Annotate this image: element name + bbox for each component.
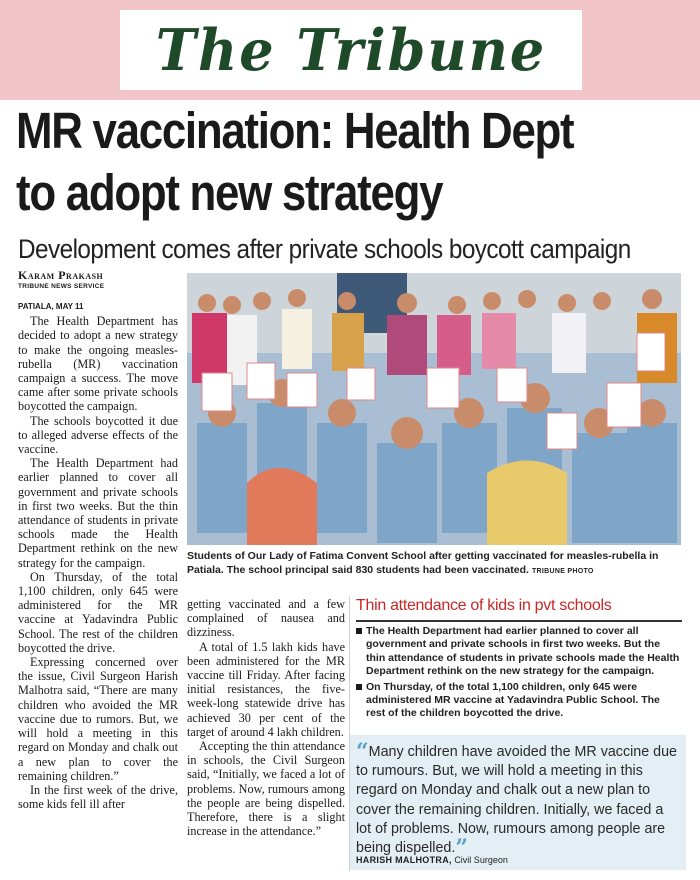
photo-credit: TRIBUNE PHOTO [531, 567, 594, 575]
dateline: PATIALA, MAY 11 [18, 302, 84, 311]
pull-quote-attribution [356, 855, 508, 865]
bullet-item: On Thursday, of the total 1,100 children, only 645 were administered MR vaccine at Yadavindra Public School. The rest of the children boycotted the drive. [356, 681, 682, 721]
square-bullet-icon [356, 684, 362, 690]
headline [16, 100, 592, 224]
byline: Karam Prakash [18, 268, 104, 282]
article-column-1 [18, 300, 178, 811]
masthead-logo: The Tribune [155, 16, 547, 84]
bullet-item: The Health Department had earlier planned to cover all government and private schools in first two weeks. But the thin attendance of students in private schools made the Health Department rethink on the new strategy for the campaign. [356, 625, 682, 679]
paragraph: On Thursday, of the total 1,100 children, only 645 were administered for the MR vaccine at Yadavindra Public School. The rest of the children boycotted the drive. [18, 569, 178, 655]
paragraph: The Health Department has decided to adopt a new strategy to make the ongoing measles-rubella (MR) vaccination campaign a success. The move came after some private schools boycotted the campaign. [18, 314, 178, 414]
open-quote-icon: “ [356, 739, 369, 765]
square-bullet-icon [356, 628, 362, 634]
headline-line-2: to adopt new strategy [16, 164, 443, 221]
attribution-name: HARISH MALHOTRA, [356, 855, 452, 865]
sidebar-title: Thin attendance of kids in pvt schools [356, 597, 612, 614]
photo-caption [187, 550, 681, 578]
paragraph: Accepting the thin attendance in schools, the Civil Surgeon said, “Initially, we faced a lot of problems. Now, rumours among the people are being dispelled. Therefore, there is a slight increase in the attendance.” [187, 739, 345, 839]
sidebar-bullets [356, 625, 682, 723]
photo-illustration [187, 273, 681, 545]
subheadline: Development comes after private schools boycott campaign [18, 234, 631, 264]
paragraph: In the first week of the drive, some kids fell ill after [18, 782, 178, 812]
paragraph: Expressing concerned over the issue, Civil Surgeon Harish Malhotra said, “There are many children who avoided the MR vaccine due to rumors. But, we will hold a meeting in this regard on Monday and chalk out a new plan to cover the remaining children.” [18, 655, 178, 783]
headline-line-1: MR vaccination: Health Dept [16, 102, 574, 159]
pull-quote-text: Many children have avoided the MR vaccine due to rumours. But, we will hold a meeting in this regard on Monday and chalk out a new plan to cover the remaining children. Initially, we faced a lot of problems. Now, rumours among people are being dispelled. [356, 744, 678, 857]
caption-text: Students of Our Lady of Fatima Convent School after getting vaccinated for measles-rubella in Patiala. The school principal said 830 students had been vaccinated. [187, 550, 659, 576]
attribution-role: Civil Surgeon [454, 855, 508, 865]
paragraph: The schools boycotted it due to alleged adverse effects of the vaccine. [18, 413, 178, 457]
paragraph: The Health Department had earlier planned to cover all government and private schools in first two weeks. But the thin attendance of students in private schools made the Health Department rethink on the new strategy for the campaign. [18, 456, 178, 570]
paragraph: getting vaccinated and a few complained of nausea and dizziness. [187, 597, 345, 640]
sidebar-rule [356, 620, 682, 622]
news-photo [187, 273, 681, 545]
masthead [120, 10, 582, 90]
paragraph: A total of 1.5 lakh kids have been administered for the MR vaccine till Friday. After facing initial resistances, the five-week-long statewide drive has achieved 30 per cent of the target of around 4 lakh children. [187, 639, 345, 739]
close-quote-icon: ” [455, 835, 469, 862]
news-agency: TRIBUNE NEWS SERVICE [18, 283, 105, 290]
article-column-2 [187, 597, 345, 838]
